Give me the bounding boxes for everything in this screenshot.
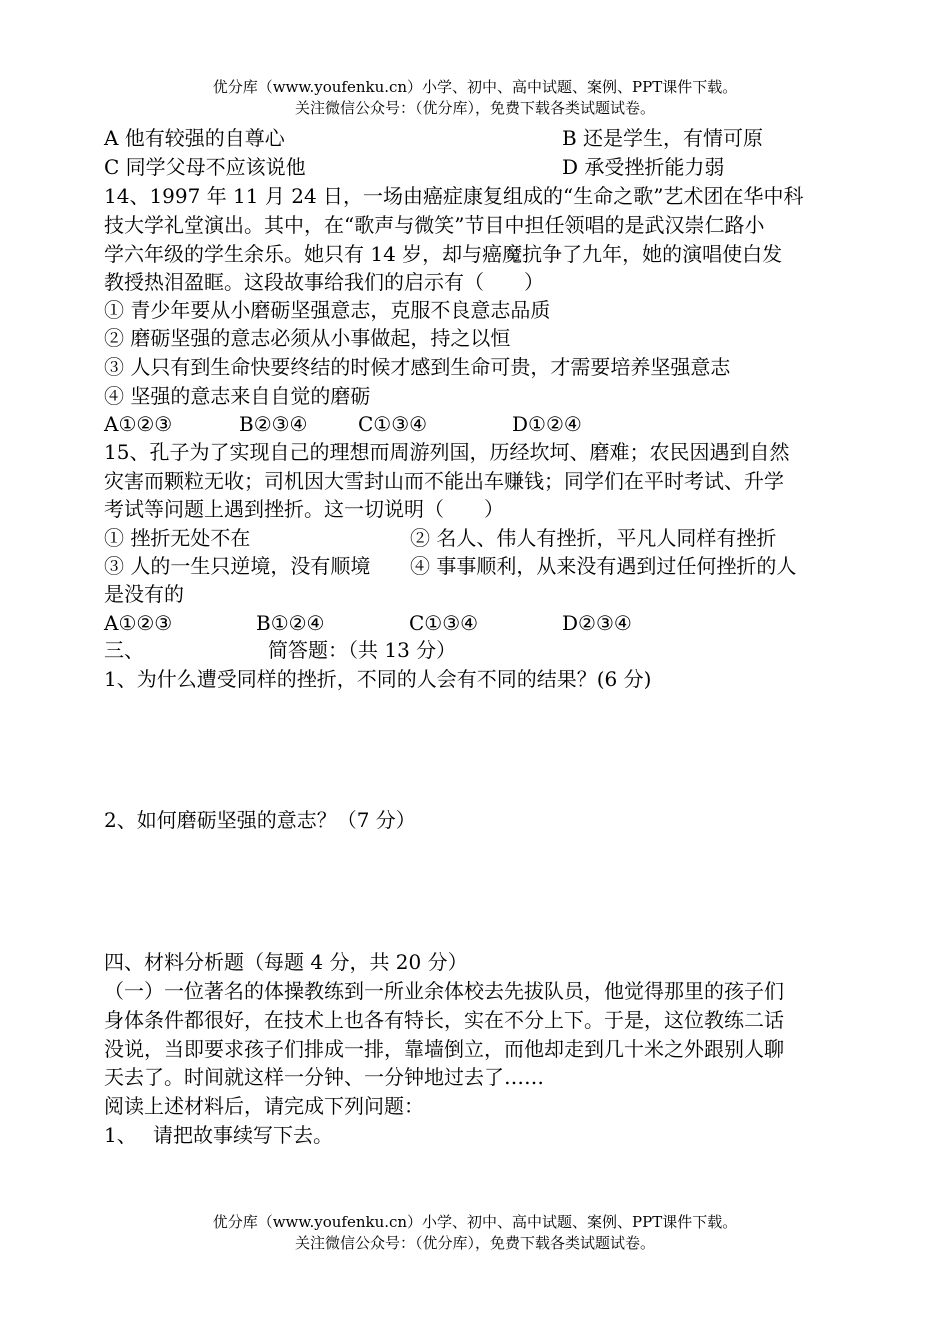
q15-item-3: ③ 人的一生只逆境，没有顺境: [104, 554, 371, 578]
q14-stem-line: 学六年级的学生余乐。她只有 14 岁，却与癌魔抗争了九年，她的演唱使白发: [104, 242, 783, 266]
section3-number: 三、: [104, 638, 144, 662]
section4-question-1-number: 1、: [104, 1123, 137, 1147]
section4-paragraph-line: 身体条件都很好，在技术上也各有特长，实在不分上下。于是，这位教练二话: [104, 1008, 784, 1032]
section4-paragraph-line: 天去了。时间就这样一分钟、一分钟地过去了……: [104, 1065, 544, 1089]
q14-choice-a: A①②③: [104, 412, 173, 436]
q14-stem-line: 技大学礼堂演出。其中，在“歌声与微笑”节目中担任领唱的是武汉崇仁路小: [104, 213, 765, 237]
q14-stem-line: 14、1997 年 11 月 24 日，一场由癌症康复组成的“生命之歌”艺术团在华中科: [104, 184, 804, 208]
q14-choice-c: C①③④: [358, 412, 428, 436]
section3-question-2: 2、如何磨砺坚强的意志？（7 分）: [104, 808, 416, 832]
q13-option-d: D 承受挫折能力弱: [562, 155, 725, 179]
section4-prompt: 阅读上述材料后，请完成下列问题：: [104, 1094, 424, 1118]
q15-choice-b: B①②④: [256, 611, 325, 635]
q15-item-4: ④ 事事顺利，从来没有遇到过任何挫折的人: [410, 554, 797, 578]
q15-item-2: ② 名人、伟人有挫折，平凡人同样有挫折: [410, 526, 777, 550]
q14-stem-line: 教授热泪盈眶。这段故事给我们的启示有（ ）: [104, 270, 544, 294]
q14-item-4: ④ 坚强的意志来自自觉的磨砺: [104, 384, 371, 408]
footer-line-2: 关注微信公众号：（优分库），免费下载各类试题试卷。: [294, 1234, 655, 1252]
q14-choice-b: B②③④: [239, 412, 308, 436]
section3-question-1: 1、为什么遭受同样的挫折，不同的人会有不同的结果？(6 分): [104, 667, 652, 691]
q14-choice-d: D①②④: [512, 412, 582, 436]
q13-option-b: B 还是学生，有情可原: [562, 126, 764, 150]
q15-choice-d: D②③④: [562, 611, 632, 635]
q15-item-1: ① 挫折无处不在: [104, 526, 251, 550]
q14-item-1: ① 青少年要从小磨砺坚强意志，克服不良意志品质: [104, 298, 551, 322]
q13-option-c: C 同学父母不应该说他: [104, 155, 306, 179]
q15-stem-line: 考试等问题上遇到挫折。这一切说明（ ）: [104, 497, 504, 521]
footer-line-1: 优分库（www.youfenku.cn）小学、初中、高中试题、案例、PPT课件下载。: [212, 1213, 738, 1231]
section4-paragraph-line: 没说，当即要求孩子们排成一排，靠墙倒立，而他却走到几十米之外跟别人聊: [104, 1037, 784, 1061]
q15-stem-line: 15、孔子为了实现自己的理想而周游列国，历经坎坷、磨难；农民因遇到自然: [104, 440, 790, 464]
header-line-1: 优分库（www.youfenku.cn）小学、初中、高中试题、案例、PPT课件下载。: [212, 78, 738, 96]
q15-choice-a: A①②③: [104, 611, 173, 635]
q15-stem-line: 灾害而颗粒无收；司机因大雪封山而不能出车赚钱；同学们在平时考试、升学: [104, 469, 784, 493]
section4-title: 四、材料分析题（每题 4 分，共 20 分）: [104, 950, 468, 974]
q13-option-a: A 他有较强的自尊心: [104, 126, 285, 150]
q14-item-3: ③ 人只有到生命快要终结的时候才感到生命可贵，才需要培养坚强意志: [104, 355, 731, 379]
section4-question-1-text: 请把故事续写下去。: [153, 1123, 333, 1147]
header-line-2: 关注微信公众号：（优分库），免费下载各类试题试卷。: [294, 99, 655, 117]
section3-title: 简答题：（共 13 分）: [268, 638, 457, 662]
q15-choice-c: C①③④: [409, 611, 479, 635]
q14-item-2: ② 磨砺坚强的意志必须从小事做起，持之以恒: [104, 326, 511, 350]
section4-paragraph-line: （一）一位著名的体操教练到一所业余体校去先拔队员，他觉得那里的孩子们: [104, 979, 784, 1003]
q15-item-4-continued: 是没有的: [104, 582, 184, 606]
